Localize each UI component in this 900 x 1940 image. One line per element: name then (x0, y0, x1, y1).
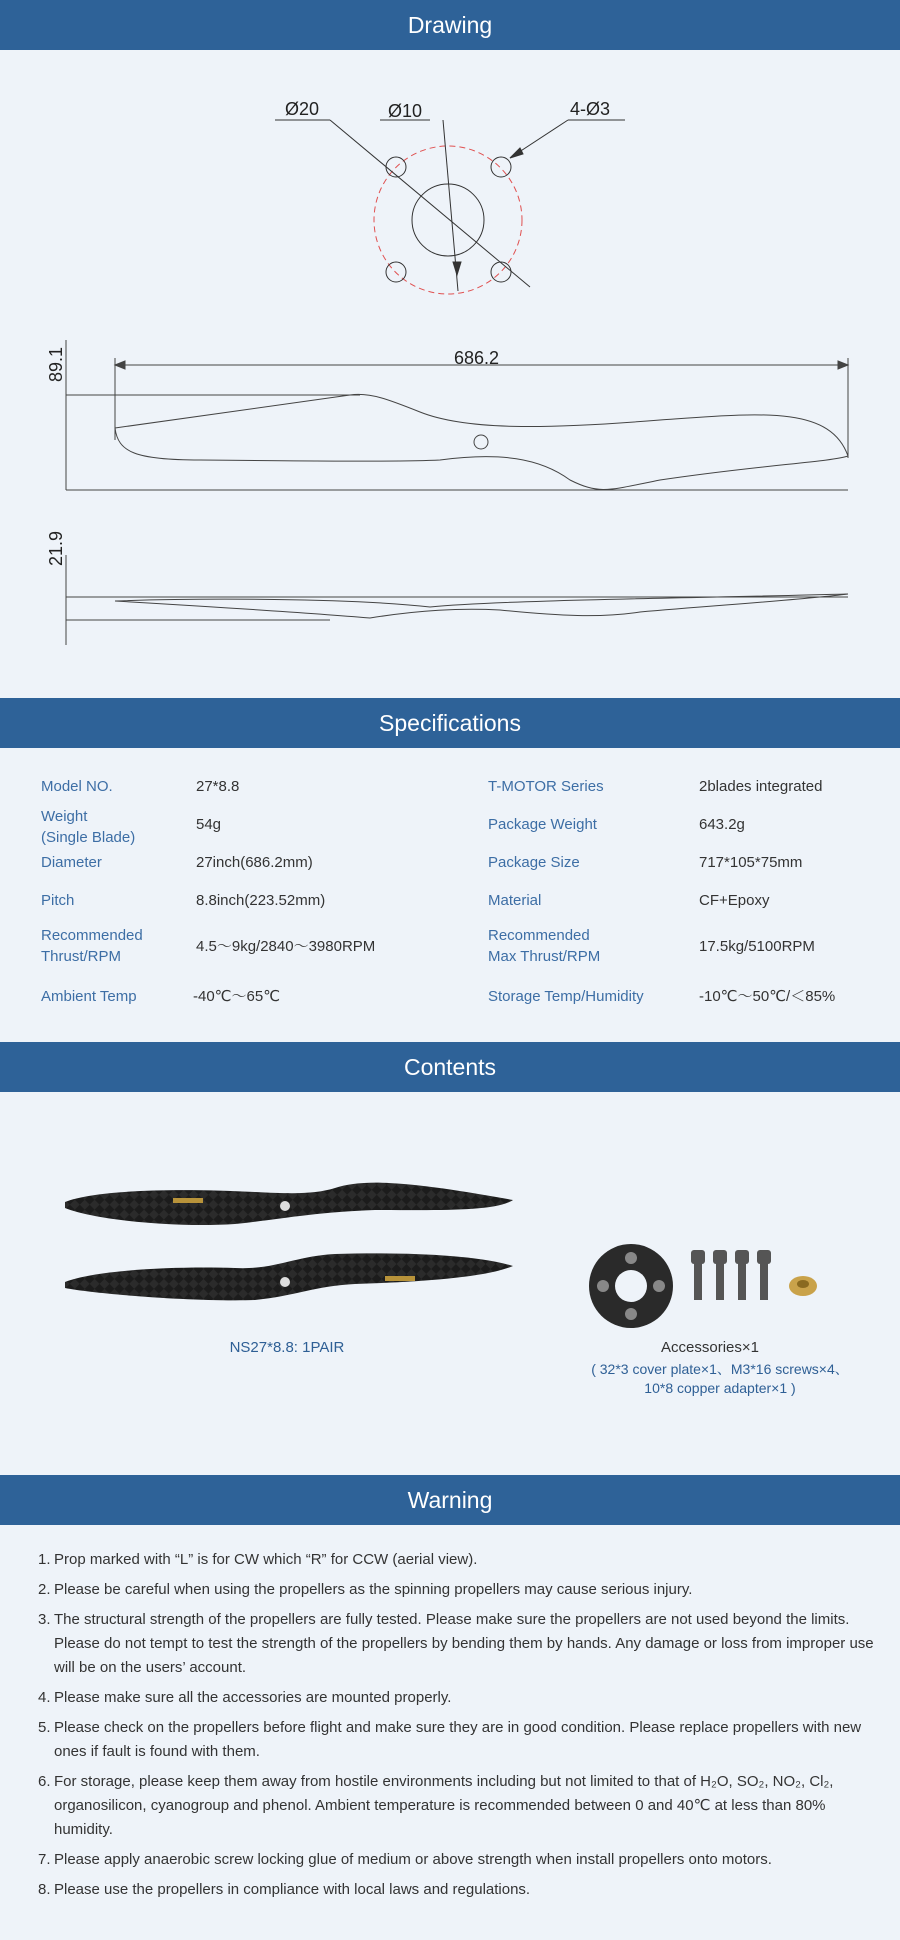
dim-d10: Ø10 (388, 101, 423, 121)
dim-thickness: 21.9 (46, 530, 66, 566)
propeller-pair-image (55, 1170, 525, 1310)
warning-item: 8. Please use the propellers in compliance with local laws and regulations. (38, 1881, 531, 1898)
spec-value-series: 2blades integrated (699, 778, 823, 795)
warning-list (38, 1548, 878, 1908)
accessories-title: Accessories×1 (661, 1339, 759, 1356)
warning-item: 4. Please make sure all the accessories are mounted properly. (38, 1689, 452, 1706)
warning-item: 7. Please apply anaerobic screw locking glue of medium or above strength when install propellers onto motors. (38, 1851, 772, 1868)
spec-label-storage: Storage Temp/Humidity (488, 988, 644, 1005)
warning-item: 2. Please be careful when using the propellers as the spinning propellers may cause serious injury. (38, 1581, 693, 1598)
spec-value-package-weight: 643.2g (699, 816, 745, 833)
spec-value-max-thrust: 17.5kg/5100RPM (699, 938, 815, 955)
spec-label-thrust: Recommended Thrust/RPM (41, 927, 143, 965)
hub-drawing (275, 120, 625, 294)
spec-label-material: Material (488, 892, 542, 909)
spec-value-diameter: 27inch(686.2mm) (196, 854, 313, 871)
warning-item: 3. The structural strength of the propellers are fully tested. Please make sure the propellers are not used beyond the limits. Please do not tempt to test the strength of the propellers by bending them by hands. Any damage or loss from improper use will be on the users’ account. (38, 1611, 874, 1676)
specifications-section-header: Specifications (0, 698, 900, 748)
warning-item: 5. Please check on the propellers before flight and make sure they are in good condition. Please replace propellers with new ones if fault is found with them. (38, 1719, 862, 1760)
spec-value-weight: 54g (196, 816, 222, 833)
spec-label-series: T-MOTOR Series (488, 778, 604, 795)
spec-label-model: Model NO. (41, 778, 113, 795)
spec-value-package-size: 717*105*75mm (699, 854, 803, 871)
drawing-section-header: Drawing (0, 0, 900, 50)
spec-label-ambient-temp: Ambient Temp (41, 988, 137, 1005)
technical-drawing (0, 50, 900, 698)
spec-label-pitch: Pitch (41, 892, 75, 909)
dim-length: 686.2 (454, 348, 500, 368)
spec-value-ambient-temp: -40℃～65℃ (193, 988, 281, 1005)
spec-value-model: 27*8.8 (196, 778, 240, 795)
blade-side-view (66, 555, 848, 645)
spec-label-package-size: Package Size (488, 854, 580, 871)
spec-value-thrust: 4.5～9kg/2840～3980RPM (196, 938, 376, 955)
spec-label-weight: Weight (Single Blade) (41, 808, 136, 846)
dim-holes: 4-Ø3 (570, 99, 611, 119)
warning-item: 1. Prop marked with “L” is for CW which “R” for CCW (aerial view). (38, 1551, 478, 1568)
spec-value-material: CF+Epoxy (699, 892, 770, 909)
spec-value-storage: -10℃～50℃/＜85% (699, 988, 836, 1005)
spec-label-package-weight: Package Weight (488, 816, 597, 833)
warning-section-header: Warning (0, 1475, 900, 1525)
dim-width: 89.1 (46, 346, 66, 382)
spec-label-max-thrust: Recommended Max Thrust/RPM (488, 927, 601, 965)
spec-label-diameter: Diameter (41, 854, 102, 871)
dim-d20: Ø20 (285, 99, 320, 119)
warning-item: 6. For storage, please keep them away from hostile environments including but not limited to that of H₂O, SO₂, NO₂, Cl₂, organosilicon, cyanogroup and phenol. Ambient temperature is recommended between 0 and 40℃ at less than 80% humidity. (38, 1773, 834, 1838)
accessories-detail: ( 32*3 cover plate×1、M3*16 screws×4、 10*8 copper adapter×1 ) (591, 1361, 849, 1396)
propellers-caption: NS27*8.8: 1PAIR (229, 1339, 345, 1356)
accessories-image (585, 1238, 825, 1334)
spec-value-pitch: 8.8inch(223.52mm) (196, 892, 326, 909)
contents-section-header: Contents (0, 1042, 900, 1092)
